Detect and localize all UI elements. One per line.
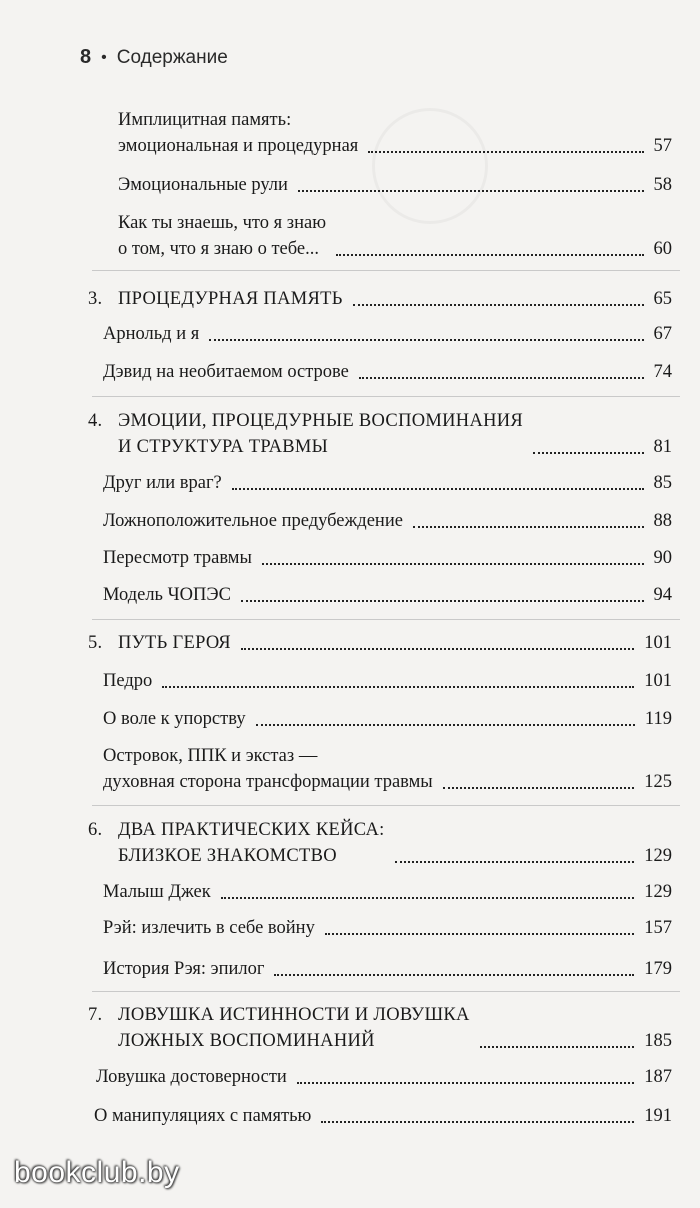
toc-entry-title: Ложноположительное предубеждение xyxy=(103,511,403,531)
dot-leader xyxy=(480,1046,635,1048)
toc-entry-page: 67 xyxy=(653,324,672,344)
toc-entry-page: 58 xyxy=(653,175,672,195)
dot-leader xyxy=(241,648,634,650)
toc-entry-page: 57 xyxy=(653,136,672,156)
dot-leader xyxy=(232,488,644,490)
toc-entry[interactable] xyxy=(103,668,672,694)
toc-entry[interactable] xyxy=(103,879,672,905)
dot-leader xyxy=(325,933,634,935)
toc-entry-title: Островок, ППК и экстаз — духовная сторона трансформации травмы xyxy=(103,746,433,792)
header-separator: • xyxy=(101,48,107,66)
dot-leader xyxy=(368,151,643,153)
page-number: 8 xyxy=(80,46,92,68)
toc-chapter[interactable] xyxy=(88,630,672,656)
toc-entry-title: О воле к упорству xyxy=(103,709,246,729)
dot-leader xyxy=(321,1121,634,1123)
toc-chapter-title: 4. ЭМОЦИИ, ПРОЦЕДУРНЫЕ ВОСПОМИНАНИЯ И СТРУКТУРА ТРАВМЫ xyxy=(88,411,524,457)
toc-entry[interactable] xyxy=(118,210,672,262)
toc-entry-page: 90 xyxy=(653,548,672,568)
toc-entry[interactable] xyxy=(103,321,672,347)
running-header xyxy=(80,46,228,69)
toc-entry[interactable] xyxy=(96,1064,672,1090)
section-title: Содержание xyxy=(116,46,228,68)
dot-leader xyxy=(274,974,634,976)
dot-leader xyxy=(359,377,644,379)
dot-leader xyxy=(262,563,644,565)
toc-chapter-page: 65 xyxy=(653,289,672,309)
toc-entry-title: Друг или враг? xyxy=(103,473,222,493)
toc-entry-page: 179 xyxy=(644,959,672,979)
chapter-divider xyxy=(92,805,680,806)
toc-entry-title: Педро xyxy=(103,671,153,691)
toc-entry-title: О манипуляциях с памятью xyxy=(94,1106,312,1126)
toc-entry[interactable] xyxy=(103,470,672,496)
dot-leader xyxy=(443,787,635,789)
toc-entry[interactable] xyxy=(103,582,672,608)
toc-entry[interactable] xyxy=(103,508,672,534)
dot-leader xyxy=(209,339,643,341)
toc-entry[interactable] xyxy=(118,107,672,159)
toc-chapter-title: 6. ДВА ПРАКТИЧЕСКИХ КЕЙСА: БЛИЗКОЕ ЗНАКОМСТВО xyxy=(88,820,385,866)
toc-entry-page: 157 xyxy=(644,918,672,938)
dot-leader xyxy=(533,452,643,454)
toc-chapter-page: 129 xyxy=(644,846,672,866)
toc-chapter[interactable] xyxy=(88,286,672,312)
toc-entry-title: Малыш Джек xyxy=(103,882,211,902)
dot-leader xyxy=(297,1082,634,1084)
toc-chapter-title: 3. ПРОЦЕДУРНАЯ ПАМЯТЬ xyxy=(88,289,343,309)
toc-entry-title: Дэвид на необитаемом острове xyxy=(103,362,349,382)
toc-entry-page: 101 xyxy=(644,671,672,691)
toc-entry-title: История Рэя: эпилог xyxy=(103,959,265,979)
dot-leader xyxy=(221,897,635,899)
site-watermark: bookclub.by xyxy=(14,1156,180,1189)
toc-chapter-title: 5. ПУТЬ ГЕРОЯ xyxy=(88,633,231,653)
toc-chapter-title: 7. ЛОВУШКА ИСТИННОСТИ И ЛОВУШКА ЛОЖНЫХ ВОСПОМИНАНИЙ xyxy=(88,1005,470,1051)
toc-entry-page: 60 xyxy=(653,239,672,259)
toc-entry-title: Как ты знаешь, что я знаю о том, что я знаю о тебе... xyxy=(118,213,327,259)
toc-entry[interactable] xyxy=(94,1103,672,1129)
dot-leader xyxy=(256,724,635,726)
toc-entry[interactable] xyxy=(103,956,672,982)
toc-chapter[interactable] xyxy=(88,817,672,869)
toc-entry[interactable] xyxy=(103,359,672,385)
toc-entry-page: 187 xyxy=(644,1067,672,1087)
toc-entry-page: 88 xyxy=(653,511,672,531)
dot-leader xyxy=(395,861,635,863)
toc-entry[interactable] xyxy=(103,743,672,795)
dot-leader xyxy=(353,304,644,306)
toc-entry-page: 125 xyxy=(644,772,672,792)
toc-entry-page: 191 xyxy=(644,1106,672,1126)
toc-entry-title: Ловушка достоверности xyxy=(96,1067,287,1087)
toc-entry[interactable] xyxy=(103,706,672,732)
toc-entry[interactable] xyxy=(103,915,672,941)
dot-leader xyxy=(413,526,644,528)
toc-entry-page: 85 xyxy=(653,473,672,493)
toc-entry-title: Эмоциональные рули xyxy=(118,175,288,195)
chapter-divider xyxy=(92,270,680,271)
toc-entry-page: 119 xyxy=(644,709,672,729)
toc-entry-page: 94 xyxy=(653,585,672,605)
dot-leader xyxy=(162,686,634,688)
toc-chapter-page: 81 xyxy=(653,437,672,457)
toc-entry-title: Модель ЧОПЭС xyxy=(103,585,231,605)
chapter-divider xyxy=(92,619,680,620)
dot-leader xyxy=(241,600,644,602)
toc-entry-page: 129 xyxy=(644,882,672,902)
dot-leader xyxy=(298,190,644,192)
toc-chapter[interactable] xyxy=(88,1002,672,1054)
toc-entry-title: Имплицитная память: эмоциональная и процедурная xyxy=(118,110,359,156)
toc-chapter-page: 185 xyxy=(644,1031,672,1051)
toc-chapter-page: 101 xyxy=(644,633,672,653)
chapter-divider xyxy=(92,396,680,397)
toc-entry[interactable] xyxy=(118,172,672,198)
toc-entry-title: Рэй: излечить в себе войну xyxy=(103,918,315,938)
dot-leader xyxy=(336,254,643,256)
toc-chapter[interactable] xyxy=(88,408,672,460)
chapter-divider xyxy=(92,991,680,992)
toc-entry-page: 74 xyxy=(653,362,672,382)
toc-entry-title: Пересмотр травмы xyxy=(103,548,252,568)
toc-entry[interactable] xyxy=(103,545,672,571)
toc-entry-title: Арнольд и я xyxy=(103,324,200,344)
